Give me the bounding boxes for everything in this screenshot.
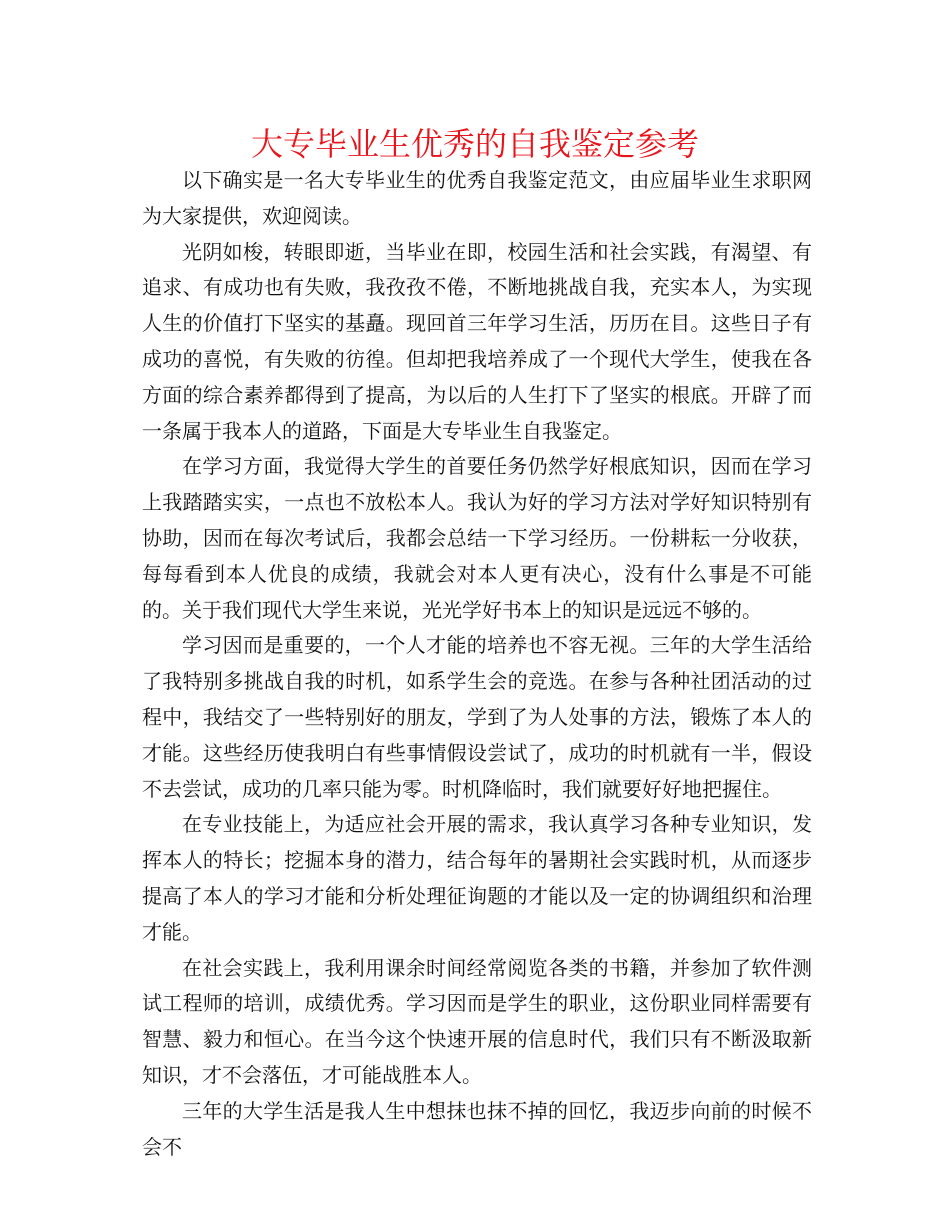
document-title: 大专毕业生优秀的自我鉴定参考 xyxy=(250,125,699,163)
paragraph-reflection: 光阴如梭，转眼即逝，当毕业在即，校园生活和社会实践，有渴望、有追求、有成功也有失败，我孜孜不倦，不断地挑战自我，充实本人，为实现人生的价值打下坚实的基矗。现回首三年学习生活，历历在目。这些日子有成功的喜悦，有失败的彷徨。但却把我培养成了一个现代大学生，使我在各方面的综合素养都得到了提高，为以后的人生打下了坚实的根底。开辟了而一条属于我本人的道路，下面是大专毕业生自我鉴定。 xyxy=(142,239,812,443)
paragraph-study: 在学习方面，我觉得大学生的首要任务仍然学好根底知识，因而在学习上我踏踏实实，一点也不放松本人。我认为好的学习方法对学好知识特别有协助，因而在每次考试后，我都会总结一下学习经历。一份耕耘一分收获，每每看到本人优良的成绩，我就会对本人更有决心，没有什么事是不可能的。关于我们现代大学生来说，光光学好书本上的知识是远远不够的。 xyxy=(142,454,812,622)
paragraph-ability: 学习因而是重要的，一个人才能的培养也不容无视。三年的大学生活给了我特别多挑战自我的时机，如系学生会的竞选。在参与各种社团活动的过程中，我结交了一些特别好的朋友，学到了为人处事的方法，锻炼了本人的才能。这些经历使我明白有些事情假设尝试了，成功的时机就有一半，假设不去尝试，成功的几率只能为零。时机降临时，我们就要好好地把握住。 xyxy=(142,633,812,801)
document-body xyxy=(142,163,812,1165)
paragraph-closing: 三年的大学生活是我人生中想抹也抹不掉的回忆，我迈步向前的时候不会不 xyxy=(142,1098,812,1159)
paragraph-social-practice: 在社会实践上，我利用课余时间经常阅览各类的书籍，并参加了软件测试工程师的培训，成绩优秀。学习因而是学生的职业，这份职业同样需要有智慧、毅力和恒心。在当今这个快速开展的信息时代，我们只有不断汲取新知识，才不会落伍，才可能战胜本人。 xyxy=(142,955,812,1087)
paragraph-intro: 以下确实是一名大专毕业生的优秀自我鉴定范文，由应届毕业生求职网为大家提供，欢迎阅读。 xyxy=(142,168,812,228)
paragraph-professional-skills: 在专业技能上，为适应社会开展的需求，我认真学习各种专业知识，发挥本人的特长；挖掘本身的潜力，结合每年的暑期社会实践时机，从而逐步提高了本人的学习才能和分析处理征询题的才能以及一定的协调组织和治理才能。 xyxy=(142,812,812,944)
